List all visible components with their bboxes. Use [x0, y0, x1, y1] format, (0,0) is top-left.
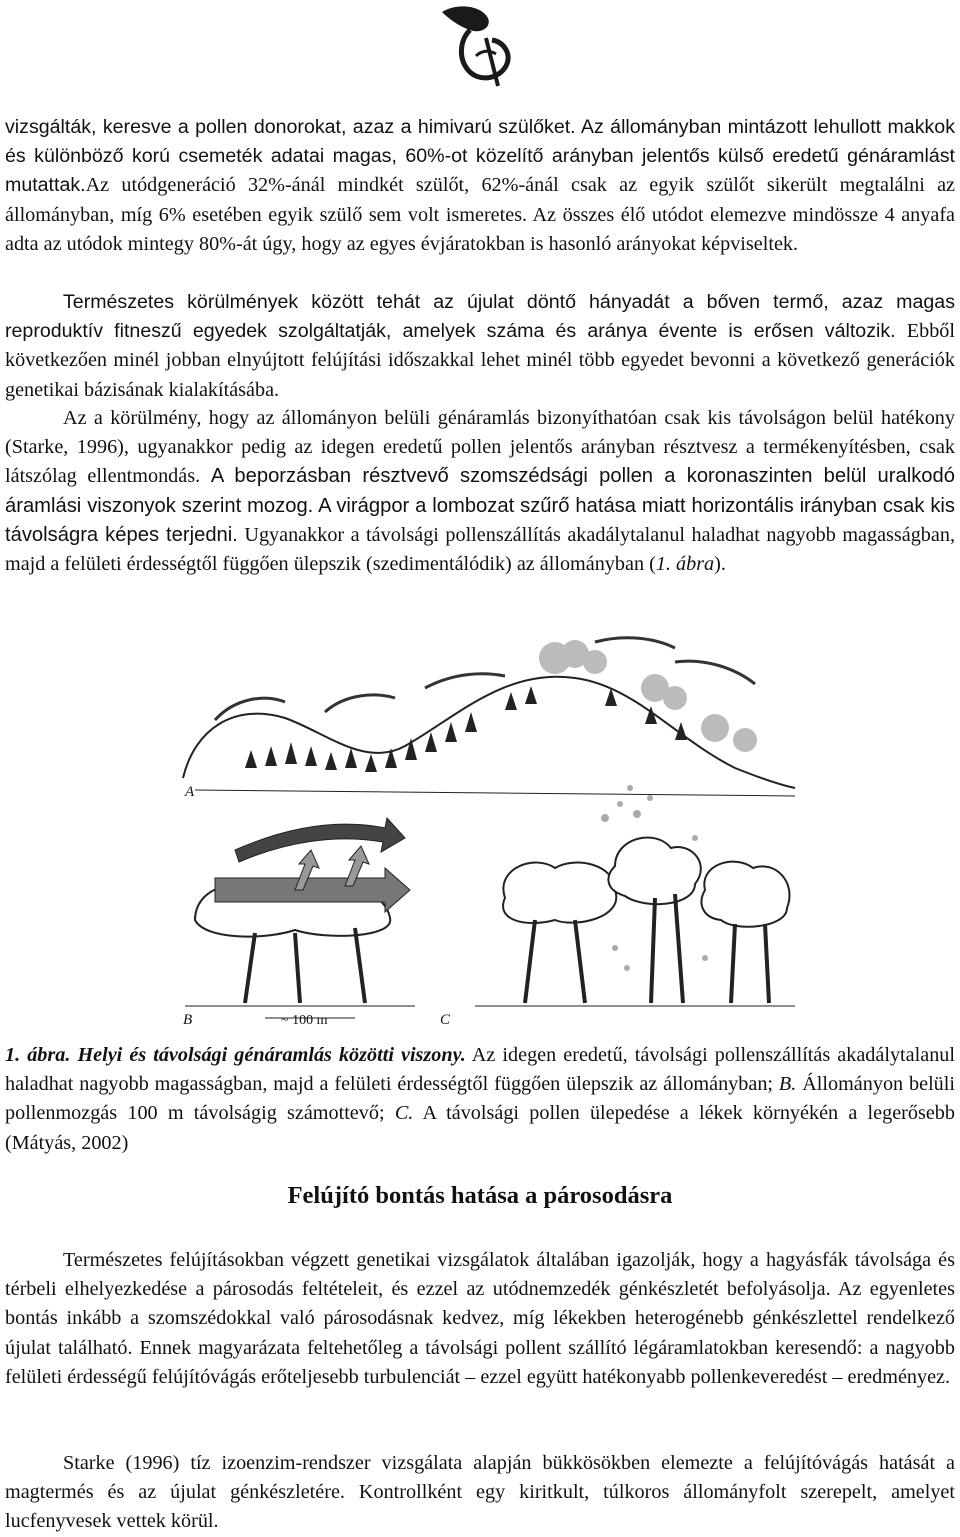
- caption-title: 1. ábra. Helyi és távolsági génáramlás közötti viszony.: [5, 1044, 466, 1066]
- panel-c-gap: [440, 785, 795, 1028]
- p2-part-a: Természetes körülmények között tehát az újulat döntő hányadát a bőven termő, azaz magas reproduktív fitneszű egyedek szolgáltatják, amelyek száma és aránya évente is erősen változik.: [5, 291, 955, 343]
- caption-text-1: Az idegen eredetű, távolsági pollenszállítás akadálytalanul haladhat nagyobb magasságban, majd a felületi érdességtől függően ülepszik az állományban;: [5, 1044, 955, 1096]
- body-paragraph-1: [5, 113, 955, 259]
- figure-label-a: A: [185, 784, 195, 800]
- figure-label-b: B: [183, 1012, 193, 1028]
- p3-end: ).: [714, 553, 726, 576]
- figure-caption: [5, 1041, 955, 1158]
- body-paragraph-4: [5, 1246, 955, 1392]
- body-paragraph-5: [5, 1449, 955, 1537]
- panel-a-landscape: [183, 638, 795, 800]
- figure-label-c: C: [440, 1012, 451, 1028]
- publisher-logo: [430, 0, 530, 92]
- section-heading: Felújító bontás hatása a párosodásra: [287, 1182, 673, 1209]
- p1-part-b: Az utódgeneráció 32%-ánál mindkét szülőt, 62%-ánál csak az egyik szülőt sikerült megtalálni az állományban, míg 6% esetében egyik szülő sem volt ismeretes. Az összes élő utódot elemezve mindössze 4 anyafa adta az utódok mintegy 80%-át úgy, hogy az egyes évjáratokban is hasonló arányokat képviseltek.: [5, 174, 955, 255]
- panel-b-canopy: [183, 818, 415, 1028]
- p4-part-a: Természetes felújításokban végzett genetikai vizsgálatok általában igazolják, hogy a hagyásfák távolsága és térbeli elhelyezkedése a párosodás feltételeit, és ezzel az utódnemzedék génkészletét befolyásolja.: [5, 1249, 955, 1301]
- body-paragraph-3: [5, 404, 955, 579]
- p5-part-a: Starke (1996) tíz izoenzim-rendszer vizsgálata alapján bükkösökben elemezte a felújítóvágás hatását a magtermés és az újulat génkészletére.: [5, 1452, 955, 1504]
- figure-gene-flow: [175, 628, 800, 1048]
- p3-part-a: Az a körülmény, hogy az állományon belüli génáramlás bizonyíthatóan csak kis távolságon belül hatékony (Starke, 1996), ugyanakkor pedig az idegen eredetű pollen jelentős arányban résztvesz a termékenyítésben, csak látszólag ellentmondás.: [5, 407, 955, 488]
- p3-part-c: Ugyanakkor a távolsági pollenszállítás akadálytalanul haladhat nagyobb magasságban, majd a felületi érdességtől függően ülepszik (szedimentálódik) az állományban (: [5, 523, 956, 576]
- caption-text-2: Állományon belüli pollenmozgás 100 m távolságig számottevő;: [5, 1073, 955, 1125]
- p4-part-b: Az egyenletes bontás inkább a szomszédokkal való párosodásnak kedvez, míg lékekben heterogénebb génkészlettel rendelkező újulat található. Ennek magyarázata feltehetőleg a távolsági pollent szállító légáramlatokban keresendő: a nagyobb felületi érdességű felújítóvágás erőteljesebb turbulenciát – ezzel együtt hatékonyabb pollenkeveredést – eredményez.: [5, 1278, 955, 1388]
- p5-part-b: Kontrollként egy kiritkult, túlkoros állományfolt szerepelt, amelyet lucfenyvesek vettek körül.: [5, 1481, 955, 1533]
- body-paragraph-2: [5, 288, 955, 405]
- caption-text-3: A távolsági pollen ülepedése a lékek környékén a legerősebb (Mátyás, 2002): [5, 1102, 955, 1154]
- figure-reference: 1. ábra: [655, 553, 715, 576]
- p2-part-b: Ebből következően minél jobban elnyújtott felújítási időszakkal lehet minél több egyedet bevonni a következő generációk genetikai bázisának kialakításába.: [5, 320, 955, 401]
- caption-b: B.: [778, 1073, 797, 1096]
- p3-part-b: A beporzásban résztvevő szomszédsági pollen a koronaszinten belül uralkodó áramlási viszonyok szerint mozog. A virágpor a lombozat szűrő hatása miatt horizontális irányban csak kis távolságra képes terjedni.: [5, 465, 955, 546]
- caption-c: C.: [394, 1102, 414, 1125]
- figure-scale-label: ~ 100 m: [281, 1013, 328, 1028]
- p1-part-a: vizsgálták, keresve a pollen donorokat, azaz a himivarú szülőket. Az állományban mintázott lehullott makkok és különböző korú csemeték adatai magas, 60%-ot közelítő arányban jelentős külső eredetű génáramlást mutattak.: [5, 116, 955, 197]
